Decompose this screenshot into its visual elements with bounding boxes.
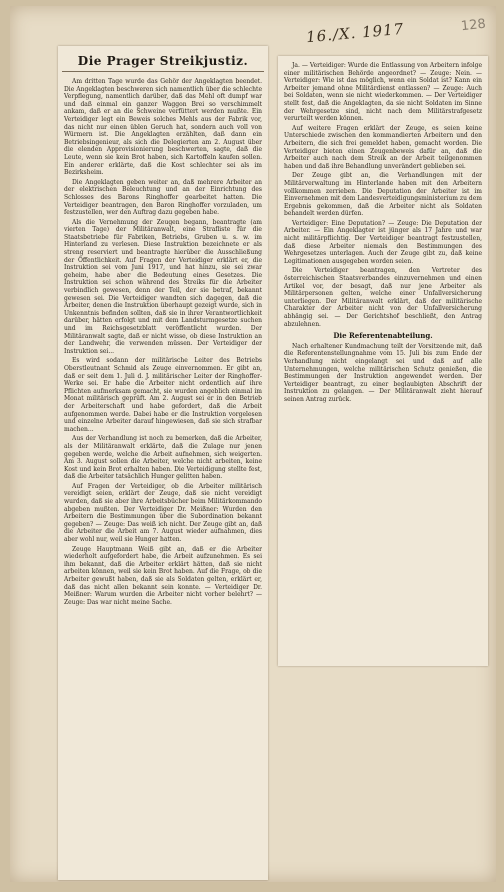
left-paragraph-2: Die Angeklagten geben weiter an, daß mehrere Arbeiter an der elektrischen Beleuchtung und an der Einrichtung des Schlosses des Barons Ringhoffer gearbeitet hatten. Die Verteidiger beantragen, den Baron Ringhoffer vorzuladen, um festzustellen, wer den Auftrag dazu gegeben habe. xyxy=(64,178,262,217)
right-article-body xyxy=(278,56,488,404)
right-paragraph-5: Die Verteidiger beantragen, den Vertreter des österreichischen Staatsverbandes einzuvernehmen und einen Artikel vor, der besagt, daß nur jene Arbeiter als Militärpersonen gelten, welche einer Unfallversicherung unterliegen. Der Militäranwalt erklärt, daß der militärische Charakter der Arbeiter nicht von der Unfallversicherung abhängig sei. — Der Gerichtshof beschließt, den Antrag abzulehnen. xyxy=(284,267,482,328)
left-paragraph-7: Zeuge Hauptmann Weiß gibt an, daß er die Arbeiter wiederholt aufgefordert habe, die Arbeit aufzunehmen. Es sei ihm bekannt, daß die Arbeiter erklärt hätten, daß sie nicht arbeiten können, weil sie kein Brot haben. Auf die Frage, ob die Arbeiter gewußt haben, daß sie als Soldaten gelten, erklärt er, daß das nicht allen bekannt sein konnte. — Verteidiger Dr. Meißner: Warum wurden die Arbeiter nicht vorher belehrt? — Zeuge: Das war nicht meine Sache. xyxy=(64,545,262,606)
archive-sheet xyxy=(10,6,496,882)
left-paragraph-6: Auf Fragen der Verteidiger, ob die Arbeiter militärisch vereidigt seien, erklärt der Zeuge, daß sie nicht vereidigt wurden, daß sie aber ihre Arbeitsbücher beim Militärkommando abgeben mußten. Der Verteidiger Dr. Meißner: Wurden den Arbeitern die Bestimmungen über die Subordination bekannt gegeben? — Zeuge: Das weiß ich nicht. Der Zeuge gibt an, daß die Arbeiter die Arbeit am 7. August wieder aufnahmen, dies aber wohl nur, weil sie Hunger hatten. xyxy=(64,482,262,544)
left-newspaper-clipping xyxy=(58,46,268,880)
right-newspaper-clipping xyxy=(278,56,488,666)
left-paragraph-5: Aus der Verhandlung ist noch zu bemerken, daß die Arbeiter, als der Militäranwalt erklärte, daß die Zulage nur jenen gegeben werde, welche die Arbeit aufnehmen, sich weigerten. Am 3. August sollen die Arbeiter, welche nicht arbeiten, keine Kost und kein Brot erhalten haben. Die Verteidigung stellte fest, daß die Arbeiter tatsächlich Hunger gelitten haben. xyxy=(64,435,262,481)
section-heading: Die Referentenabteilung. xyxy=(333,331,433,341)
right-paragraph-4: Verteidiger: Eine Deputation? — Zeuge: Die Deputation der Arbeiter. — Ein Angeklagter ist jünger als 17 Jahre und war nicht militärpflichtig. Der Verteidiger beantragt festzustellen, daß diese Arbeiter niemals den Bestimmungen des Wehrgesetzes unterlagen. Auch der Zeuge gibt zu, daß keine Legitimationen ausgegeben worden seien. xyxy=(284,219,482,265)
right-paragraph-6: Nach erhaltener Kundmachung teilt der Vorsitzende mit, daß die Referentenstellungnahme vom 15. Juli bis zum Ende der Verhandlung nicht eingelangt sei und daß auf alle Unternehmungen, welche militärischen Schutz genießen, die Bestimmungen der Instruktion angewendet werden. Der Verteidiger beantragt, zu einer beglaubigten Abschrift der Instruktion zu gelangen. — Der Militäranwalt zieht hierauf seinen Antrag zurück. xyxy=(284,342,482,403)
handwritten-date: 16./X. 1917 xyxy=(305,19,405,47)
right-paragraph-3: Der Zeuge gibt an, die Verhandlungen mit der Militärverwaltung im Hinterlande haben mit den Arbeitern vollkommen zerrieben. Die Deputation der Arbeiter ist im Einvernehmen mit dem Landesverteidigungsministerium zu dem Ergebnis gekommen, daß die Arbeiter nicht als Soldaten behandelt werden dürfen. xyxy=(284,172,482,218)
left-article-body xyxy=(58,76,268,606)
right-paragraph-2: Auf weitere Fragen erklärt der Zeuge, es seien keine Unterschiede zwischen den kommandierten Arbeitern und den Arbeitern, die sich frei gemeldet haben, gemacht worden. Die Verteidiger bieten einen Zeugenbeweis dafür an, daß die Arbeiter auch nach dem Streik an der Arbeit teilgenommen haben und daß ihre Behandlung unverändert geblieben sei. xyxy=(284,124,482,170)
article-title: Die Prager Streikjustiz. xyxy=(62,54,264,72)
right-paragraph-1: Ja. — Verteidiger: Wurde die Entlassung von Arbeitern infolge einer militärischen Behörde angeordnet? — Zeuge: Nein. — Verteidiger: Wie ist das möglich, wenn ein Soldat ist? Kann ein Arbeiter jemand ohne Militärdienst entlassen? — Zeuge: Auch bei Soldaten, wenn sie nicht wiederkommen. — Der Verteidiger stellt fest, daß die Angeklagten, da sie nicht Soldaten im Sinne der Wehrgesetze sind, nicht nach dem Militärstrafgesetz verurteilt werden können. xyxy=(284,62,482,123)
left-paragraph-1: Am dritten Tage wurde das Gehör der Angeklagten beendet. Die Angeklagten beschweren sich namentlich über die schlechte Verpflegung, namentlich darüber, daß das Mehl oft dumpf war und daß einmal ein ganzer Waggon Brei so verschimmelt ankam, daß er an die Schweine verfüttert werden mußte. Ein Verteidiger legt ein Beweis solches Mehls aus der Fabrik vor, das nicht nur einen üblen Geruch hat, sondern auch voll von Würmern ist. Die Angeklagten erzählten, daß dann ein Betriebsingenieur, als sich die Delegierten am 2. August über die elenden Approvisionierung beschwerten, sagte, daß die Leute, wenn sie kein Brot haben, sich Kartoffeln kaufen sollen. Ein anderer erklärte, daß die Kost schlechter sei als im Bezirksheim. xyxy=(64,78,262,177)
left-paragraph-4: Es wird sodann der militärische Leiter des Betriebs Oberstleutnant Schmid als Zeuge einvernommen. Er gibt an, daß er seit dem 1. Juli d. J. militärischer Leiter der Ringhoffer-Werke sei. Er habe die Arbeiter nicht ordentlich auf ihre Pflichten aufmerksam gemacht, sie wurden angeblich einmal im Monat militärisch geprüft. Am 2. August sei er in den Betrieb der Arbeiterschaft und habe gefordert, daß die Arbeit aufgenommen werde. Dabei habe er die Instruktion vorgelesen und einzelne Arbeiter darauf hingewiesen, daß sie sich strafbar machen... xyxy=(64,357,262,433)
left-paragraph-3: Als die Vernehmung der Zeugen begann, beantragte (am vierten Tage) der Militäranwalt, eine Strafliste für die Staatsbetriebe für Fabriken, Betriebs, Gruben u. s. w. im Hinterland zu verlesen. Diese Instruktion bezeichnete er als streng reserviert und beantragte hierüber die Ausschließung der Öffentlichkeit. Auf Fragen der Verteidiger erklärt er, die Instruktion sei vom Juni 1917, und hat hinzu, sie sei zwar geheim, habe aber die Bedeutung eines Gesetzes. Die Instruktion sei schon während des Streiks für die Arbeiter verbindlich gewesen, denn der Teil, der sie betraf, bekannt gewesen sei. Die Verteidiger wandten sich dagegen, daß die Arbeiter, denen die Instruktion überhaupt gezeigt wurde, sich in Unkenntnis befinden sollten, daß sie in ihrer Verantwortlichkeit darüber, hätten erfolgt und mit dem Landsturmgesetze suchen und im Reichsgesetzblatt veröffentlicht wurden. Der Militäranwalt sagte, daß er nicht wisse, ob diese Instruktion an der Landwehr, die verwenden müssen. Der Verteidiger der Instruktion sei... xyxy=(64,218,262,355)
archive-number: 128 xyxy=(460,16,487,35)
